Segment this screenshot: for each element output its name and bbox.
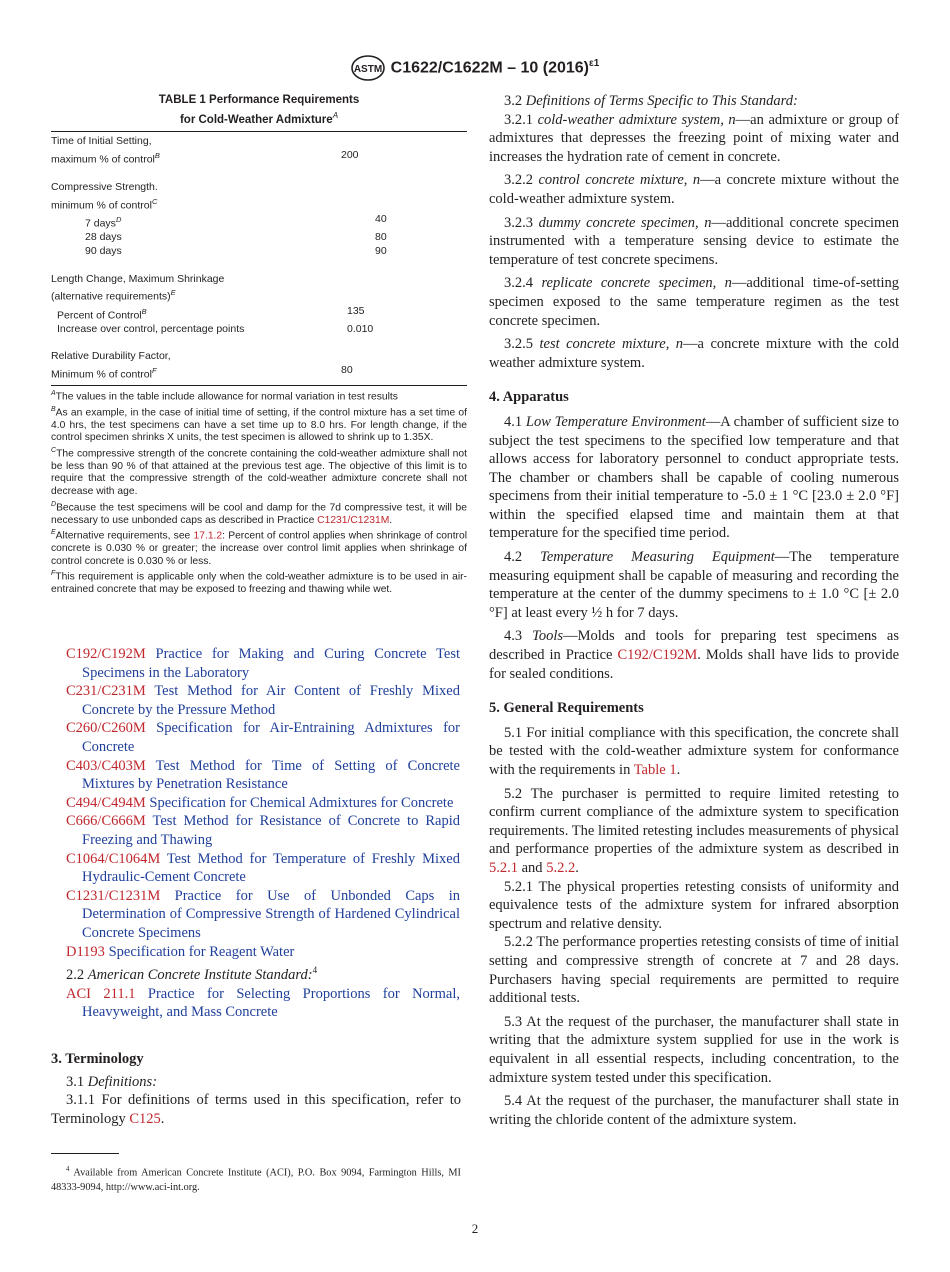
reference-item — [66, 757, 460, 794]
reference-item — [66, 850, 460, 887]
paragraph: 3.1.1 For definitions of terms used in this specification, refer to Terminology C125. — [51, 1092, 461, 1127]
paragraph: 3.2.4 replicate concrete specimen, n—additional time-of-setting specimen exposed to the same temperature regimen as the test concrete specimen. — [489, 275, 900, 329]
ref-title-link[interactable]: Specification for Air-Entraining Admixtures for Concrete — [82, 720, 460, 755]
aci-heading: 2.2 American Concrete Institute Standard:$^4$ — [66, 965, 318, 983]
ref-code-link[interactable]: C494/C494M — [66, 794, 146, 811]
table-row: 90 days 90 — [85, 244, 387, 257]
table-row: Relative Durability Factor, — [51, 350, 171, 363]
footnote-d: $^D$Because the test specimens will be cool and damp for the 7d compressive test, it will be necessary to use unbonded caps as described in Practice C1231/C1231M. — [51, 500, 467, 526]
table-row: Time of Initial Setting, — [51, 134, 152, 147]
table-row: minimum % of control$^C$ — [51, 196, 158, 212]
ref-title-link[interactable]: Practice for Selecting Proportions for Normal, Heavyweight, and Mass Concrete — [82, 985, 461, 1021]
table-row: Percent of Control$^B$ 135 — [57, 304, 365, 322]
section-heading: 4. Apparatus — [489, 389, 569, 406]
standard-designation: C1622/C1622M – 10 $(2016)^{\varepsilon 1}$ — [390, 58, 600, 77]
section-heading: 3. Terminology — [51, 1051, 144, 1067]
table-row: Minimum % of control$^F$ 80 — [51, 364, 353, 381]
footnote-a: $^A$The values in the table include allowance for normal variation in test results — [51, 389, 398, 402]
paragraph: 5.1 For initial compliance with this specification, the concrete shall be tested with the cold-weather admixture system for conformance with the requirements in Table 1. — [489, 724, 899, 778]
link-c192[interactable]: C192/C192M — [617, 647, 698, 664]
paragraph: 3.1 Definitions: — [66, 1073, 158, 1090]
reference-item — [66, 682, 460, 719]
ref-code-link[interactable]: ACI 211.1 — [66, 985, 136, 1002]
referenced-documents — [66, 645, 460, 1022]
footnote-4: $^4$ Available from American Concrete Institute (ACI), P.O. Box 9094, Farmington Hills, MI 48333-9094, http://www.aci-int.org. — [51, 1165, 461, 1194]
right-column — [489, 92, 899, 1134]
section-heading: 5. General Requirements — [489, 700, 644, 717]
footnote-e: $^E$Alternative requirements, see 17.1.2: Percent of control applies when shrinkage of control concrete is 0.030 % or greater; the increase over control limit applies when shrinkage of control concrete is 0.030 % or less. — [51, 529, 467, 567]
performance-requirements-table — [51, 131, 467, 386]
ref-title-link[interactable]: Practice for Use of Unbonded Caps in Determination of Compressive Strength of Hardened Cylindrical Concrete Specimens — [82, 887, 460, 941]
reference-item — [66, 985, 460, 1022]
reference-item — [66, 887, 460, 943]
ref-code-link[interactable]: C260/C260M — [66, 720, 146, 737]
reference-item — [66, 719, 460, 756]
reference-item — [66, 645, 460, 682]
table-row: maximum % of control$^B$ 200 — [51, 148, 359, 166]
left-column — [51, 93, 467, 597]
paragraph: 3.2 Definitions of Terms Specific to This Standard: — [504, 93, 798, 109]
ref-title-link[interactable]: Specification for Reagent Water — [104, 943, 295, 960]
table-footnotes — [51, 388, 467, 597]
ref-code-link[interactable]: C666/C666M — [66, 813, 146, 830]
paragraph: 4.1 Low Temperature Environment—A chamber of sufficient size to subject the test specimens to the specified low temperature and that allows access for laboratory personnel to conduct appropriate tests. The chamber or chambers shall be capable of cooling numerous specimens from their initial temperature to -5.0 ± 1 °C [23.0 ± 2.0 °F] within the specified elapsed time and maintain them at that temperature for the specified time period. — [489, 413, 899, 542]
link-5-2-2[interactable]: 5.2.2 — [546, 859, 576, 876]
paragraph: 3.2.5 test concrete mixture, n—a concrete mixture with the cold weather admixture system. — [489, 336, 900, 371]
link-table-1[interactable]: Table 1 — [633, 762, 677, 778]
table-row: 7 days$^D$ 40 — [85, 212, 387, 230]
paragraph: 5.2 The purchaser is permitted to require limited retesting to confirm current compliance of the admixture system to specification requirements. The limited retesting includes measurements of physical and performance properties of the admixture system as described in 5.2.1 and 5.2.2. — [489, 785, 899, 876]
ref-code-link[interactable]: C231/C231M — [66, 683, 146, 700]
ref-title-link[interactable]: Test Method for Air Content of Freshly Mixed Concrete by the Pressure Method — [82, 683, 460, 718]
ref-code-link[interactable]: D1193 — [66, 943, 105, 960]
link-5-2-1[interactable]: 5.2.1 — [489, 859, 518, 876]
ref-title-link[interactable]: Test Method for Time of Setting of Concrete Mixtures by Penetration Resistance — [82, 757, 460, 793]
astm-logo-text: ASTM — [353, 64, 382, 75]
paragraph: 4.3 Tools—Molds and tools for preparing test specimens as described in Practice C192/C192M. Molds shall have lids to provide for sealed conditions. — [489, 628, 900, 682]
reference-item — [66, 812, 460, 849]
link-c1231[interactable]: C1231/C1231M — [317, 514, 390, 526]
link-17-1-2[interactable]: 17.1.2 — [193, 530, 223, 542]
astm-logo-icon — [351, 55, 385, 81]
table-row: 28 days 80 — [85, 231, 387, 244]
ref-title-link[interactable]: Test Method for Resistance of Concrete to Rapid Freezing and Thawing — [82, 813, 460, 848]
ref-title-link[interactable]: Specification for Chemical Admixtures for Concrete — [145, 794, 454, 811]
terminology-section — [51, 1050, 461, 1128]
paragraph: 3.2.1 cold-weather admixture system, n—an admixture or group of admixtures that depresses the freezing point of mixing water and increases the hydration rate of cement in concrete. — [489, 111, 899, 165]
footnote-b: $^B$As an example, in the case of initial time of setting, if the control mixture has a set time of 4.0 hrs, the test specimens can have a set time up to 8.0 hrs. For length change, if the control specimen shrinks X units, the test specimen is allowed to shrink up to 1.35X. — [51, 405, 467, 444]
footnote-f: $^F$This requirement is applicable only when the cold-weather admixture is to be used in air-entrained concrete that may be exposed to freezing and thawing while wet. — [51, 570, 467, 596]
ref-code-link[interactable]: C1064/C1064M — [66, 850, 161, 867]
paragraph: 5.4 At the request of the purchaser, the manufacturer shall state in writing the chloride content of the admixture system. — [489, 1093, 899, 1128]
reference-item — [66, 794, 460, 813]
footnote-c: $^C$The compressive strength of the concrete containing the cold-weather admixture shall not be less than 90 % of that attained at the previous test age. The objective of this limit is to require that the compressive strength of the cold-weather admixture concrete shall not decrease with age. — [51, 446, 467, 497]
page-header — [0, 55, 950, 81]
ref-title-link[interactable]: Practice for Making and Curing Concrete Test Specimens in the Laboratory — [82, 646, 460, 681]
paragraph: 5.2.1 The physical properties retesting consists of uniformity and equivalence tests of the admixture system for infrared absorption spectrum and relative density. — [489, 878, 899, 932]
table-row: (alternative requirements)$^E$ — [51, 288, 176, 303]
paragraph: 4.2 Temperature Measuring Equipment—The temperature measuring equipment shall be capable of measuring and recording the temperature at the center of the dummy specimens to ± 1.0 °C [± 2.0 °F] at least every ½ h for 7 days. — [489, 549, 900, 621]
table-caption: TABLE 1 Performance Requirements for Cold-Weather Admixture$^A$ — [158, 94, 360, 126]
paragraph: 5.3 At the request of the purchaser, the manufacturer shall state in writing that the admixture system supplied for use in the work is equivalent in all essential respects, including concentration, to the admixture system tested under this specification. — [489, 1013, 899, 1086]
paragraph: 3.2.2 control concrete mixture, n—a concrete mixture without the cold-weather admixture system. — [489, 172, 899, 207]
footnote-divider — [51, 1153, 119, 1154]
table-row: Compressive Strength. — [51, 180, 158, 193]
ref-title-link[interactable]: Test Method for Temperature of Freshly Mixed Hydraulic-Cement Concrete — [82, 850, 460, 886]
ref-code-link[interactable]: C403/C403M — [66, 757, 146, 774]
paragraph: 5.2.2 The performance properties retesting consists of time of initial setting and compressive strength of concrete at 7 and 28 days. Purchasers having special requirements are permitted to require additional tests. — [489, 934, 899, 1007]
table-row: Length Change, Maximum Shrinkage — [51, 272, 225, 285]
reference-item — [66, 943, 460, 962]
link-c125[interactable]: C125 — [129, 1110, 161, 1127]
page-number: 2 — [471, 1221, 479, 1236]
paragraph: 3.2.3 dummy concrete specimen, n—additional concrete specimen instrumented with a temperature sensing device to estimate the temperature of test concrete specimens. — [489, 214, 899, 268]
table-row: Increase over control, percentage points 0.010 — [57, 322, 374, 335]
ref-code-link[interactable]: C1231/C1231M — [66, 887, 161, 904]
ref-code-link[interactable]: C192/C192M — [66, 646, 146, 662]
